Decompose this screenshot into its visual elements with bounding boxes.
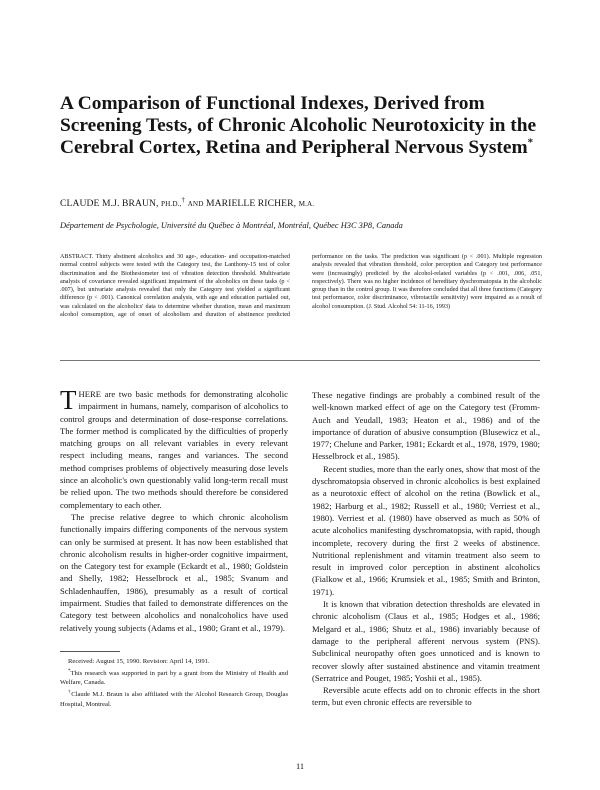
footnote-divider	[60, 651, 120, 652]
page-number: 11	[295, 762, 305, 771]
footnote-support	[60, 667, 288, 688]
body-paragraph	[60, 385, 288, 511]
author-1-footnote-marker: †	[181, 196, 186, 204]
article-title	[60, 93, 560, 159]
body-paragraph: Recent studies, more than the early ones, show that most of the dyschromatopsia observed in chronic alcoholics is best explained as a neurotoxic effect of alcohol on the retina (Bowlick et al., 1982; Harburg et al., 1982; Russell et al., 1980; Verriest et al., 1980). Verriest et al. (1980) have observed as much as 50% of acute alcoholics manifesting dyschromatopsia, with rapid, though incomplete, recovery during the first 2 weeks of abstinence. Nutritional replenishment and vitamin treatment also seem to result in improved color perception in abstinent alcoholics (Fialkow et al., 1966; Krumsiek et al., 1985; Smith and Brinton, 1971).	[312, 463, 540, 597]
abstract-paragraph	[60, 253, 542, 319]
section-divider	[60, 360, 540, 361]
footnote-support-marker: *	[68, 668, 71, 674]
footnote-support-text: This research was supported in part by a grant from the Ministry of Health and Welfare, Canada.	[60, 669, 288, 687]
abstract-text: Thirty abstinent alcoholics and 30 age-, education- and occupation-matched normal control subjects were tested with the Category test, the Lanthony-15 test of color discrimination and the Biothesiometer test of vibration detection threshold. Multivariate analysis of covariance revealed significant impairment of the alcoholics on these tasks (p < .007), but univariate analysis revealed that only the Category test yielded a significant difference (p < .001). Canonical correlation analysis, with age and education partialed out, was calculated on the alcoholics' data to determine whether duration, mean and maximum alcohol consumption, age of onset of alcoholism and duration of abstinence predicted performance on the tasks. The prediction was significant (p < .001). Multiple regression analysis revealed that vibration threshold, color perception and Category test performance were (increasingly) predicted by the alcohol-related variables (p < .001, .006, .051, respectively). There was no higher incidence of hereditary dyschromatopsia in the alcoholic group than in the control group. It was therefore concluded that all three functions (Category test performance, color discriminance, vibrotactile sensitivity) were impaired as a result of alcohol consumption. (J. Stud. Alcohol 54: 11-16, 1993)	[60, 254, 542, 319]
author-line	[60, 196, 540, 209]
author-1-name: CLAUDE M.J. BRAUN,	[60, 198, 159, 210]
body-column-right	[312, 389, 540, 709]
footnote-affiliation-marker: †	[68, 689, 72, 695]
abstract	[60, 253, 542, 319]
body-paragraph: Reversible acute effects add on to chronic effects in the short term, but even chronic effects are reversible to	[312, 685, 540, 708]
author-2-degree: M.A.	[298, 200, 315, 209]
affiliation: Département de Psychologie, Université du Québec à Montréal, Montréal, Québec H3C 3P8, Canada	[60, 221, 403, 230]
body-paragraph: It is known that vibration detection thresholds are elevated in chronic alcoholism (Claus et al., 1985; Hodges et al., 1986; Melgard et al., 1986; Shutz et al., 1986) invariably because of damage to the peripheral afferent nervous system (PNS). Subclinical neuropathy often goes unnoticed and is known to recover slowly after sustained abstinence and vitamin treatment (Serratrice and Pouget, 1985; Yoshii et al., 1985).	[312, 599, 540, 683]
footnote-affiliation-text: Claude M.J. Braun is also affiliated with the Alcohol Research Group, Douglas Hospital, Montreal.	[60, 691, 289, 708]
drop-cap: T	[60, 385, 77, 415]
title-footnote-marker: *	[527, 136, 534, 149]
body-column-left	[60, 385, 288, 634]
article-title-text: A Comparison of Functional Indexes, Derived from Screening Tests, of Chronic Alcoholic Neurotoxicity in the Cerebral Cortex, Retina and Peripheral Nervous System	[60, 93, 537, 158]
footnotes	[60, 657, 288, 709]
footnote-affiliation	[60, 688, 288, 709]
footnote-received: Received: August 15, 1990. Revision: April 14, 1991.	[68, 658, 210, 665]
author-2-name: MARIELLE RICHER,	[206, 198, 297, 210]
body-paragraph: These negative findings are probably a combined result of the well-known marked effect of age on the Category test (Fromm-Auch and Yeudall, 1983; Heaton et al., 1986) and of the importance of duration of abusive consumption (Blusewicz et al., 1977; Chelune and Parker, 1981; Eckardt et al., 1978, 1979, 1980; Hesselbrock et al., 1985).	[312, 390, 540, 462]
abstract-label: ABSTRACT.	[60, 254, 94, 260]
author-conjunction: AND	[187, 200, 204, 209]
author-1-degree: PH.D.,	[161, 200, 182, 209]
body-paragraph-text: HERE are two basic methods for demonstrating alcoholic impairment in humans, namely, comparison of alcoholics to control groups and determination of dose-response correlations. The former method is complicated by the difficulties of properly matching groups on all relevant variables in every relevant respect including means, ranges and variances. The second method comprises problems of objectively measuring dose levels since an alcoholic's own questionably valid long-term recall must be relied upon. The two methods should therefore be considered complementary to each other.	[60, 389, 288, 510]
body-paragraph: The precise relative degree to which chronic alcoholism functionally impairs differing components of the nervous system can only be surmised at present. It has now been established that chronic alcoholism results in higher-order cognitive impairment, on the Category test for example (Eckardt et al., 1980; Goldstein and Shelly, 1982; Hesselbrock et al., 1985; Svanum and Schladenhauffen, 1986), presumably as a result of cortical impairment. Studies that failed to demonstrate differences on the Category test between alcoholics and nonalcoholics have used relatively young subjects (Adams et al., 1980; Grant et al., 1979).	[60, 511, 288, 633]
